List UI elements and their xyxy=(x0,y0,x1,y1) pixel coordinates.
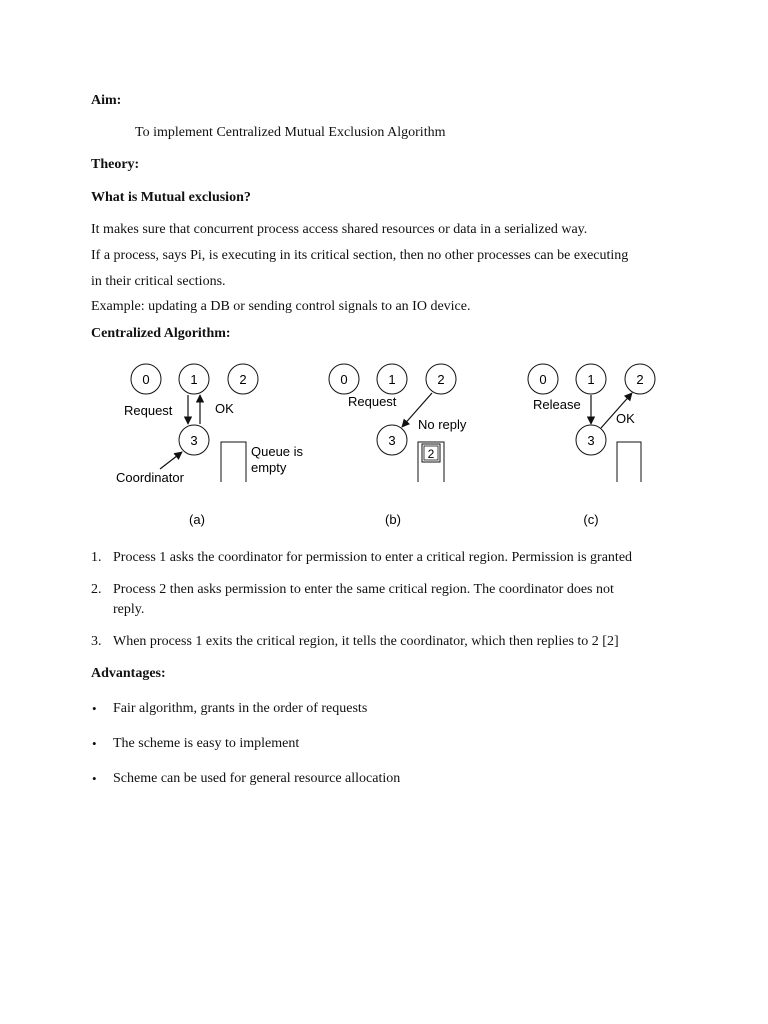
centralized-heading: Centralized Algorithm: xyxy=(91,326,231,341)
mutex-line-1: It makes sure that concurrent process access shared resources or data in a serialized way. xyxy=(91,222,588,237)
queued-process-label: 2 xyxy=(427,447,435,461)
ok-label: OK xyxy=(616,411,635,426)
aim-text: To implement Centralized Mutual Exclusion Algorithm xyxy=(135,125,446,140)
mutex-question: What is Mutual exclusion? xyxy=(91,190,251,205)
coordinator-pointer-arrow xyxy=(160,452,182,469)
advantage-3-bullet: • xyxy=(92,771,97,786)
node-2-label: 2 xyxy=(636,372,644,387)
step-3-text: When process 1 exits the critical region, it tells the coordinator, which then replies to 2 [2] xyxy=(113,634,619,649)
centralized-algorithm-figure xyxy=(100,358,680,534)
no-reply-label: No reply xyxy=(418,417,467,432)
node-2-label: 2 xyxy=(437,372,445,387)
caption-a: (a) xyxy=(189,512,205,527)
node-2-label: 2 xyxy=(239,372,247,387)
queue-label-line1: Queue is xyxy=(251,444,304,459)
caption-c: (c) xyxy=(583,512,599,527)
node-3-label: 3 xyxy=(388,433,396,448)
diagram-a xyxy=(116,364,304,527)
request-label: Request xyxy=(348,394,397,409)
advantage-2-text: The scheme is easy to implement xyxy=(113,736,300,751)
mutex-line-2: If a process, says Pi, is executing in its critical section, then no other processes can be executing xyxy=(91,248,629,263)
diagram-c xyxy=(528,364,655,527)
ok-label: OK xyxy=(215,401,234,416)
step-1-number: 1. xyxy=(91,550,102,565)
node-3-label: 3 xyxy=(587,433,595,448)
mutex-line-3: in their critical sections. xyxy=(91,274,226,289)
request-label: Request xyxy=(124,403,173,418)
node-1-label: 1 xyxy=(388,372,396,387)
node-1-label: 1 xyxy=(190,372,198,387)
aim-heading: Aim: xyxy=(91,93,122,108)
advantage-3-text: Scheme can be used for general resource allocation xyxy=(113,771,401,786)
theory-heading: Theory: xyxy=(91,157,140,172)
advantage-1-text: Fair algorithm, grants in the order of requests xyxy=(113,701,368,716)
caption-b: (b) xyxy=(385,512,401,527)
advantages-heading: Advantages: xyxy=(91,666,166,681)
step-3-number: 3. xyxy=(91,634,102,649)
advantage-1-bullet: • xyxy=(92,701,97,716)
step-2-text-continued: reply. xyxy=(113,602,145,617)
queue-label-line2: empty xyxy=(251,460,287,475)
release-label: Release xyxy=(533,397,581,412)
node-0-label: 0 xyxy=(142,372,150,387)
coordinator-label: Coordinator xyxy=(116,470,184,485)
step-1-text: Process 1 asks the coordinator for permission to enter a critical region. Permission is granted xyxy=(113,550,633,565)
node-3-label: 3 xyxy=(190,433,198,448)
queue-box xyxy=(221,442,246,482)
queue-box xyxy=(617,442,641,482)
diagram-b xyxy=(329,364,467,527)
mutex-line-4: Example: updating a DB or sending control signals to an IO device. xyxy=(91,299,471,314)
advantage-2-bullet: • xyxy=(92,736,97,751)
node-1-label: 1 xyxy=(587,372,595,387)
node-0-label: 0 xyxy=(539,372,547,387)
node-0-label: 0 xyxy=(340,372,348,387)
step-2-text: Process 2 then asks permission to enter the same critical region. The coordinator does not xyxy=(113,582,614,597)
step-2-number: 2. xyxy=(91,582,102,597)
